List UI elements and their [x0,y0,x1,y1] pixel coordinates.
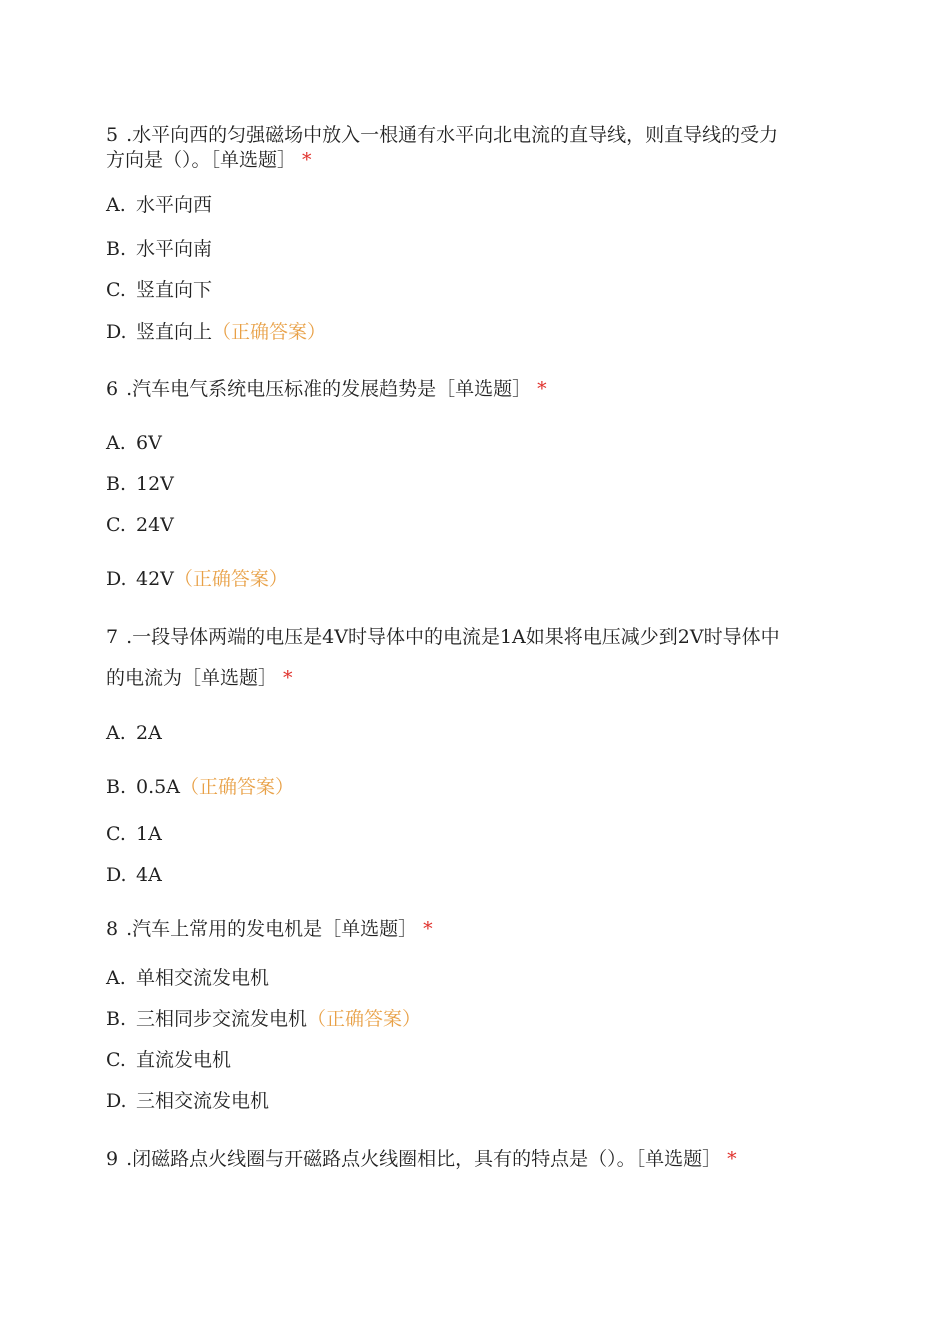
option-letter: B. [106,238,127,260]
option-text: 0.5A [136,776,180,798]
correct-answer-mark: （正确答案） [173,568,288,590]
option-text: 直流发电机 [136,1049,232,1071]
required-asterisk: * [537,378,547,400]
correct-answer-mark: （正确答案） [179,776,294,798]
question-7-option-a [106,721,162,745]
question-text: .闭磁路点火线圈与开磁路点火线圈相比，具有的特点是（）。［单选题］ [126,1148,722,1170]
option-text: 三相交流发电机 [136,1090,270,1112]
question-7-option-b [106,775,294,799]
option-letter: A. [106,967,126,989]
question-8-option-a [106,966,269,990]
question-6-option-b [106,472,174,496]
option-letter: C. [106,1049,126,1071]
question-8-option-b [106,1007,421,1031]
question-5-option-a [106,193,212,217]
required-asterisk: * [727,1148,737,1170]
option-letter: B. [106,473,127,495]
option-text: 三相同步交流发电机 [136,1008,308,1030]
option-letter: A. [106,722,126,744]
question-5-option-d [106,320,326,344]
option-letter: A. [106,194,126,216]
question-7-option-d [106,863,162,887]
option-letter: B. [106,776,127,798]
option-text: 水平向西 [136,194,213,216]
option-text: 6V [136,432,162,454]
required-asterisk: * [423,918,433,940]
option-letter: C. [106,823,126,845]
required-asterisk: * [302,149,312,171]
question-6-option-c [106,513,174,537]
question-6-line-1 [106,377,547,401]
option-letter: D. [106,1090,127,1112]
question-number: 9 [106,1148,119,1170]
option-text: 42V [136,568,174,590]
question-text: .水平向西的匀强磁场中放入一根通有水平向北电流的直导线，则直导线的受力 [126,124,779,146]
question-8-option-c [106,1048,231,1072]
question-text: .汽车电气系统电压标准的发展趋势是［单选题］ [126,378,532,400]
question-6-option-d [106,567,288,591]
option-text: 24V [136,514,174,536]
question-7-line-2 [106,666,293,690]
question-number: 5 [106,124,119,146]
question-number: 6 [106,378,119,400]
question-5-option-b [106,237,212,261]
question-text: .一段导体两端的电压是4V时导体中的电流是1A如果将电压减少到2V时导体中 [126,626,780,648]
question-5-line-1 [106,123,778,147]
required-asterisk: * [283,667,293,689]
option-letter: D. [106,321,127,343]
option-letter: C. [106,514,126,536]
option-text: 水平向南 [136,238,213,260]
option-letter: C. [106,279,126,301]
option-letter: A. [106,432,126,454]
question-text: 方向是（）。［单选题］ [106,149,297,171]
option-text: 1A [136,823,162,845]
question-8-option-d [106,1089,269,1113]
question-6-option-a [106,431,162,455]
option-text: 单相交流发电机 [136,967,270,989]
question-8-line-1 [106,917,433,941]
option-letter: D. [106,568,127,590]
option-letter: B. [106,1008,127,1030]
question-number: 7 [106,626,119,648]
option-text: 12V [136,473,174,495]
option-text: 竖直向上 [136,321,213,343]
option-text: 2A [136,722,162,744]
option-letter: D. [106,864,127,886]
question-number: 8 [106,918,119,940]
option-text: 4A [136,864,162,886]
correct-answer-mark: （正确答案） [307,1008,422,1030]
question-7-line-1 [106,625,780,649]
question-5-option-c [106,278,212,302]
question-text: .汽车上常用的发电机是［单选题］ [126,918,418,940]
correct-answer-mark: （正确答案） [212,321,327,343]
question-7-option-c [106,822,162,846]
option-text: 竖直向下 [136,279,213,301]
question-9-line-1 [106,1147,737,1171]
question-5-line-2 [106,148,312,172]
question-text: 的电流为［单选题］ [106,667,278,689]
